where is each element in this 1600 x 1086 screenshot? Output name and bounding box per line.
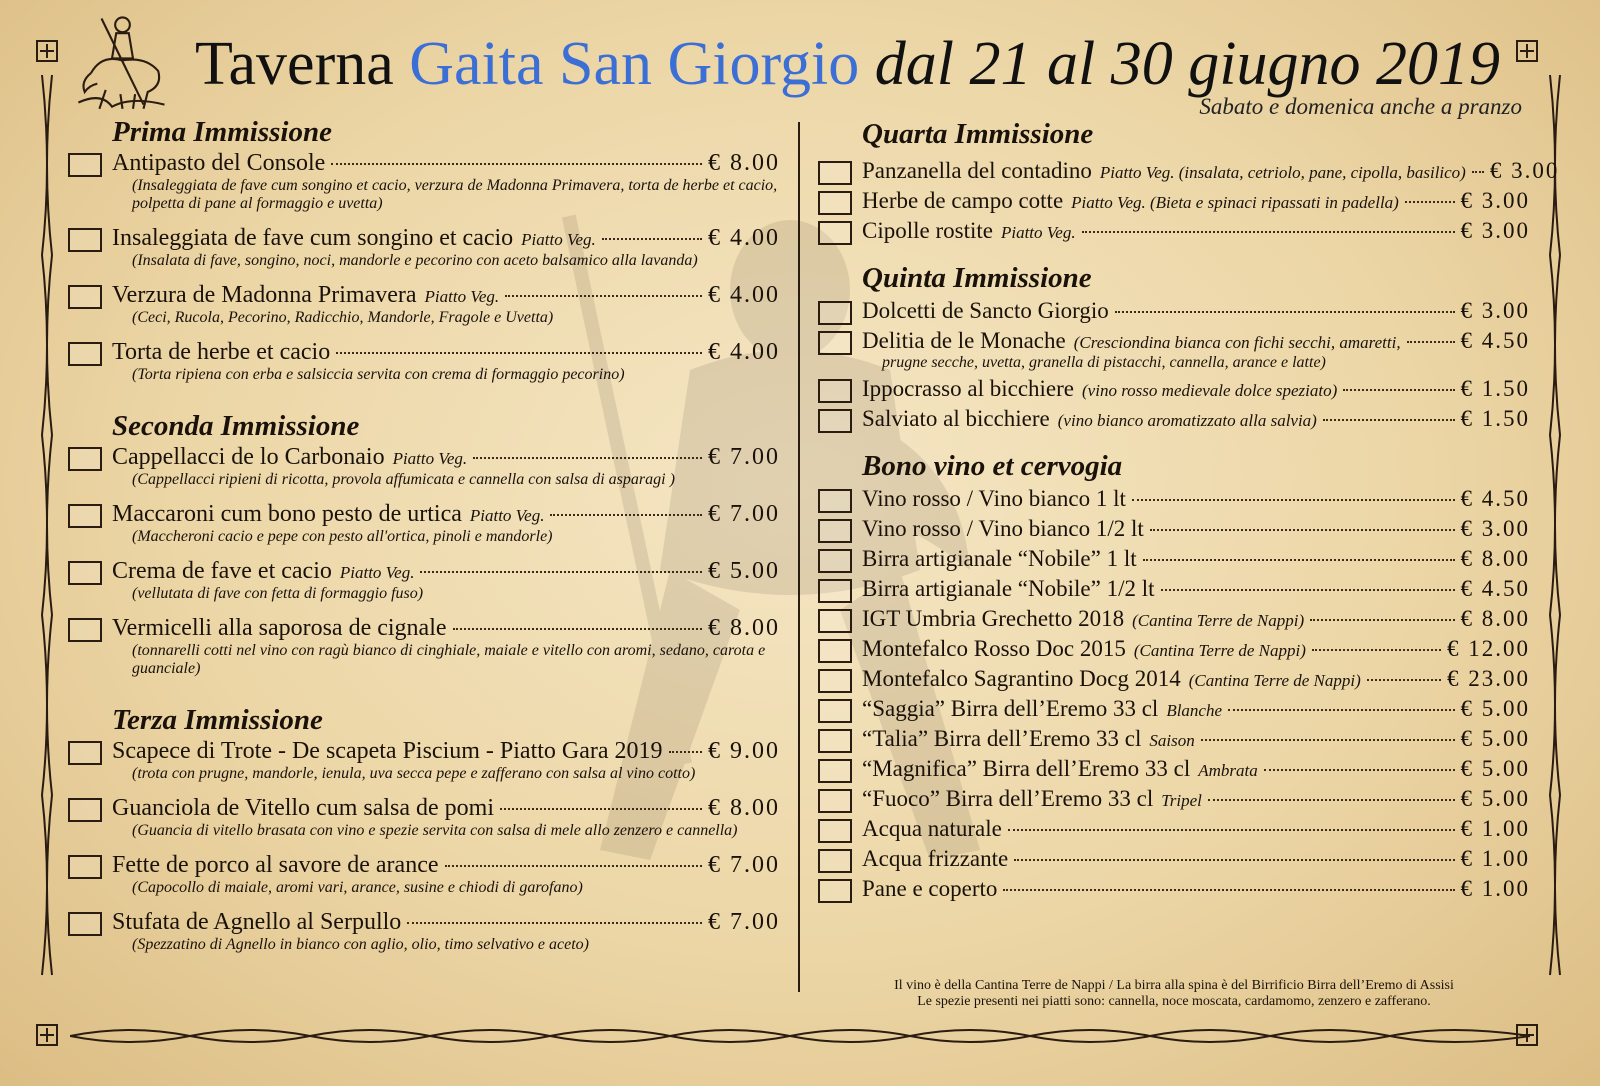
item-line <box>862 876 1530 902</box>
item-description: (Maccheroni cacio e pepe con pesto all'ortica, pinoli e mandorle) <box>132 528 553 545</box>
item-line <box>862 576 1530 602</box>
dot-leader <box>336 352 702 354</box>
item-price: € 8.00 <box>708 795 780 821</box>
right-ornament-border <box>1546 75 1564 1005</box>
item-name: Scapece di Trote - De scapeta Piscium - Piatto Gara 2019 <box>112 738 663 764</box>
order-checkbox[interactable] <box>68 912 102 936</box>
left-column <box>68 116 780 966</box>
item-note: (vino rosso medievale dolce speziato) <box>1082 381 1338 400</box>
corner-cross-icon <box>36 1024 58 1046</box>
dot-leader <box>1312 649 1441 651</box>
order-checkbox[interactable] <box>68 228 102 252</box>
item-name: “Talia” Birra dell’Eremo 33 cl <box>862 726 1142 751</box>
menu-list <box>68 738 780 954</box>
page-title <box>195 24 1500 104</box>
menu-item <box>818 298 1530 324</box>
menu-item <box>818 188 1530 214</box>
item-price: € 9.00 <box>708 738 780 764</box>
menu-item <box>818 328 1530 372</box>
item-price: € 7.00 <box>708 852 780 878</box>
item-price: € 3.00 <box>1460 188 1530 213</box>
item-line <box>112 615 780 642</box>
item-name: Montefalco Rosso Doc 2015 <box>862 636 1126 661</box>
item-note: (Cantina Terre de Nappi) <box>1188 671 1361 690</box>
dot-leader <box>331 163 702 165</box>
menu-list <box>818 298 1530 432</box>
menu-item <box>818 158 1560 184</box>
menu-item <box>68 795 780 840</box>
dot-leader <box>1008 829 1455 831</box>
order-checkbox[interactable] <box>68 447 102 471</box>
item-line <box>862 406 1530 432</box>
item-price: € 7.00 <box>708 444 780 470</box>
dot-leader <box>500 808 702 810</box>
order-checkbox[interactable] <box>818 669 852 693</box>
dot-leader <box>407 922 702 924</box>
menu-item <box>68 282 780 327</box>
item-name: Crema de fave et cacio <box>112 558 332 584</box>
item-price: € 5.00 <box>708 558 780 584</box>
dot-leader <box>453 628 702 630</box>
item-note: Piatto Veg. <box>392 449 468 468</box>
item-name: “Fuoco” Birra dell’Eremo 33 cl <box>862 786 1154 811</box>
item-price: € 4.00 <box>708 225 780 251</box>
order-checkbox[interactable] <box>818 849 852 873</box>
item-price: € 8.00 <box>708 615 780 641</box>
menu-item <box>818 726 1530 752</box>
order-checkbox[interactable] <box>818 519 852 543</box>
item-description: (Torta ripiena con erba e salsiccia servita con crema di formaggio pecorino) <box>132 366 625 383</box>
menu-item <box>818 516 1530 542</box>
item-price: € 4.00 <box>708 339 780 365</box>
title-dates: dal 21 al 30 giugno 2019 <box>859 30 1500 98</box>
corner-cross-icon <box>36 40 58 62</box>
menu-item <box>818 666 1530 692</box>
order-checkbox[interactable] <box>818 331 852 355</box>
item-name: Ippocrasso al bicchiere <box>862 376 1075 401</box>
right-column <box>818 116 1560 906</box>
item-line <box>112 225 780 252</box>
item-price: € 5.00 <box>1460 756 1530 781</box>
item-note: (Cresciondina bianca con fichi secchi, amaretti, <box>1073 333 1401 352</box>
menu-item <box>818 606 1530 632</box>
item-note: Piatto Veg. <box>1000 223 1076 242</box>
item-name: Torta de herbe et cacio <box>112 339 331 365</box>
item-price: € 4.50 <box>1460 576 1530 601</box>
item-line <box>862 636 1530 662</box>
item-note: Saison <box>1149 731 1195 750</box>
item-price: € 5.00 <box>1460 696 1530 721</box>
dot-leader <box>1143 559 1455 561</box>
item-name: Verzura de Madonna Primavera <box>112 282 417 308</box>
item-name: Birra artigianale “Nobile” 1 lt <box>862 546 1137 571</box>
order-checkbox[interactable] <box>818 409 852 433</box>
menu-item <box>818 636 1530 662</box>
dot-leader <box>445 865 703 867</box>
item-price: € 1.00 <box>1460 876 1530 901</box>
order-checkbox[interactable] <box>818 221 852 245</box>
item-name: Maccaroni cum bono pesto de urtica <box>112 501 462 527</box>
menu-item <box>818 406 1530 432</box>
item-line <box>862 158 1560 184</box>
item-line <box>862 696 1530 722</box>
section-title: Seconda Immissione <box>112 410 360 442</box>
item-name: Vino rosso / Vino bianco 1/2 lt <box>862 516 1144 541</box>
item-price: € 1.00 <box>1460 816 1530 841</box>
item-note: Piatto Veg. (Bieta e spinaci ripassati in padella) <box>1071 193 1399 212</box>
dot-leader <box>669 751 702 753</box>
item-name: IGT Umbria Grechetto 2018 <box>862 606 1125 631</box>
item-line <box>862 606 1530 632</box>
item-price: € 23.00 <box>1447 666 1530 691</box>
item-price: € 1.00 <box>1460 846 1530 871</box>
order-checkbox[interactable] <box>818 489 852 513</box>
order-checkbox[interactable] <box>818 549 852 573</box>
item-note: (Cantina Terre de Nappi) <box>1133 641 1306 660</box>
item-line <box>862 816 1530 842</box>
item-line <box>112 339 780 366</box>
dot-leader <box>1405 201 1455 203</box>
item-description: (vellutata di fave con fetta di formaggio fuso) <box>132 585 424 602</box>
section-title: Bono vino et cervogia <box>862 450 1123 482</box>
item-note: Piatto Veg. (insalata, cetriolo, pane, cipolla, basilico) <box>1099 163 1466 182</box>
order-checkbox[interactable] <box>68 561 102 585</box>
item-description: (Cappellacci ripieni di ricotta, provola affumicata e cannella con salsa di asparagi ) <box>132 471 675 488</box>
menu-item <box>818 846 1530 872</box>
item-name: Panzanella del contadino <box>862 158 1092 183</box>
menu-item <box>818 218 1530 244</box>
item-description: (tonnarelli cotti nel vino con ragù bianco di cinghiale, maiale e vitello con aromi, sedano, carota e guanciale) <box>132 642 766 677</box>
section-title: Prima Immissione <box>112 116 332 148</box>
item-name: Delitia de le Monache <box>862 328 1066 353</box>
item-price: € 8.00 <box>1460 606 1530 631</box>
menu-list <box>68 444 780 678</box>
item-line <box>112 795 780 822</box>
order-checkbox[interactable] <box>818 729 852 753</box>
dot-leader <box>1014 859 1454 861</box>
section-title: Quarta Immissione <box>862 118 1094 150</box>
item-name: Insaleggiata de fave cum songino et cacio <box>112 225 514 251</box>
item-line <box>112 282 780 309</box>
item-price: € 5.00 <box>1460 786 1530 811</box>
dot-leader <box>1201 739 1455 741</box>
item-line <box>862 786 1530 812</box>
item-price: € 3.00 <box>1460 298 1530 323</box>
item-name: Antipasto del Console <box>112 150 326 176</box>
order-checkbox[interactable] <box>818 579 852 603</box>
item-price: € 4.50 <box>1460 328 1530 353</box>
dot-leader <box>1150 529 1455 531</box>
item-line <box>112 909 780 936</box>
item-description: (trota con prugne, mandorle, ienula, uva secca pepe e zafferano con salsa al vino cotto) <box>132 765 696 782</box>
dot-leader <box>1132 499 1455 501</box>
item-line <box>862 846 1530 872</box>
menu-item <box>68 852 780 897</box>
column-divider <box>798 122 800 992</box>
menu-list <box>818 158 1560 244</box>
dot-leader <box>1343 389 1454 391</box>
item-name: Guanciola de Vitello cum salsa de pomi <box>112 795 495 821</box>
item-line <box>862 486 1530 512</box>
order-checkbox[interactable] <box>68 153 102 177</box>
item-note: Piatto Veg. <box>339 563 415 582</box>
item-note: (vino bianco aromatizzato alla salvia) <box>1057 411 1317 430</box>
item-price: € 3.00 <box>1460 516 1530 541</box>
dot-leader <box>420 571 702 573</box>
item-price: € 7.00 <box>708 909 780 935</box>
order-checkbox[interactable] <box>68 285 102 309</box>
order-checkbox[interactable] <box>68 618 102 642</box>
menu-item <box>818 486 1530 512</box>
dot-leader <box>1208 799 1455 801</box>
order-checkbox[interactable] <box>818 759 852 783</box>
footer-notes <box>818 978 1530 1010</box>
item-line <box>862 726 1530 752</box>
dot-leader <box>1115 311 1455 313</box>
menu-item <box>818 876 1530 902</box>
dot-leader <box>1310 619 1454 621</box>
order-checkbox[interactable] <box>818 789 852 813</box>
order-checkbox[interactable] <box>818 639 852 663</box>
item-price: € 5.00 <box>1460 726 1530 751</box>
menu-item <box>818 376 1530 402</box>
menu-item <box>68 225 780 270</box>
dot-leader <box>550 514 702 516</box>
order-checkbox[interactable] <box>818 379 852 403</box>
dot-leader <box>473 457 702 459</box>
item-note: Piatto Veg. <box>469 506 545 525</box>
item-line <box>112 852 780 879</box>
menu-item <box>68 150 780 213</box>
footer-line-spices: Le spezie presenti nei piatti sono: cannella, noce moscata, cardamomo, zenzero e zafferano. <box>917 994 1431 1009</box>
item-line <box>862 666 1530 692</box>
dot-leader <box>1407 341 1455 343</box>
item-name: “Saggia” Birra dell’Eremo 33 cl <box>862 696 1159 721</box>
menu-item <box>68 738 780 783</box>
item-description: (Capocollo di maiale, aromi vari, arance, susine e chiodi di garofano) <box>132 879 583 896</box>
knight-logo-icon <box>70 8 175 113</box>
subtitle: Sabato e domenica anche a pranzo <box>1199 94 1522 119</box>
menu-item <box>68 339 780 384</box>
item-name: Acqua frizzante <box>862 846 1009 871</box>
item-note: Ambrata <box>1198 761 1258 780</box>
item-price: € 1.50 <box>1460 376 1530 401</box>
item-price: € 12.00 <box>1447 636 1530 661</box>
order-checkbox[interactable] <box>818 609 852 633</box>
menu-item <box>68 909 780 954</box>
item-note: (Cantina Terre de Nappi) <box>1132 611 1305 630</box>
menu-item <box>818 546 1530 572</box>
item-note: Piatto Veg. <box>521 230 596 249</box>
left-ornament-border <box>38 75 56 1005</box>
menu-item <box>68 558 780 603</box>
item-note: Tripel <box>1161 791 1202 810</box>
item-description: (Spezzatino di Agnello in bianco con aglio, olio, timo selvativo e aceto) <box>132 936 589 953</box>
item-name: Fette de porco al savore de arance <box>112 852 439 878</box>
item-name: “Magnifica” Birra dell’Eremo 33 cl <box>862 756 1191 781</box>
menu-item <box>818 816 1530 842</box>
menu-item <box>818 786 1530 812</box>
item-line <box>112 150 780 177</box>
order-checkbox[interactable] <box>68 342 102 366</box>
order-checkbox[interactable] <box>818 879 852 903</box>
dot-leader <box>1264 769 1455 771</box>
dot-leader <box>1161 589 1455 591</box>
item-description: (Insalata di fave, songino, noci, mandorle e pecorino con aceto balsamico alla lavanda) <box>132 252 698 269</box>
item-line <box>862 376 1530 402</box>
dot-leader <box>1082 231 1455 233</box>
item-price: € 8.00 <box>1460 546 1530 571</box>
order-checkbox[interactable] <box>68 855 102 879</box>
item-line <box>112 558 780 585</box>
item-description: (Ceci, Rucola, Pecorino, Radicchio, Mandorle, Fragole e Uvetta) <box>132 309 554 326</box>
order-checkbox[interactable] <box>818 699 852 723</box>
section-title: Quinta Immissione <box>862 262 1092 294</box>
item-line <box>862 218 1530 244</box>
item-line <box>112 444 780 471</box>
item-name: Vino rosso / Vino bianco 1 lt <box>862 486 1126 511</box>
item-price: € 4.50 <box>1460 486 1530 511</box>
item-name: Birra artigianale “Nobile” 1/2 lt <box>862 576 1155 601</box>
menu-item <box>68 501 780 546</box>
item-price: € 7.00 <box>708 501 780 527</box>
order-checkbox[interactable] <box>68 798 102 822</box>
item-description: (Insaleggiata de fave cum songino et cacio, verzura de Madonna Primavera, torta de herbe et cacio, polpetta di pane al formaggio e uvetta) <box>132 177 778 212</box>
order-checkbox[interactable] <box>818 301 852 325</box>
order-checkbox[interactable] <box>818 819 852 843</box>
menu-list <box>818 486 1530 902</box>
item-price: € 1.50 <box>1460 406 1530 431</box>
menu-item <box>68 444 780 489</box>
item-line <box>862 188 1530 214</box>
item-name: Pane e coperto <box>862 876 998 901</box>
item-price: € 8.00 <box>708 150 780 176</box>
item-line <box>862 756 1530 782</box>
item-description: (Guancia di vitello brasata con vino e spezie servita con salsa di mele allo zenzero e cannella) <box>132 822 738 839</box>
item-name: Stufata de Agnello al Serpullo <box>112 909 402 935</box>
item-line <box>862 328 1530 354</box>
dot-leader <box>1323 419 1455 421</box>
dot-leader <box>602 238 702 240</box>
dot-leader <box>1003 889 1454 891</box>
item-name: Salviato al bicchiere <box>862 406 1050 431</box>
item-price: € 4.00 <box>708 282 780 308</box>
item-name: Cipolle rostite <box>862 218 993 243</box>
item-description: prugne secche, uvetta, granella di pistacchi, cannella, arance e latte) <box>882 354 1326 371</box>
footer-line-wine-beer: Il vino è della Cantina Terre de Nappi / La birra alla spina è del Birrificio Birra dell’Eremo di Assisi <box>894 978 1454 993</box>
menu-item <box>818 696 1530 722</box>
order-checkbox[interactable] <box>818 191 852 215</box>
section-title: Terza Immissione <box>112 704 323 736</box>
item-name: Acqua naturale <box>862 816 1002 841</box>
item-line <box>862 546 1530 572</box>
item-line <box>862 516 1530 542</box>
order-checkbox[interactable] <box>818 161 852 185</box>
corner-cross-icon <box>1516 40 1538 62</box>
item-name: Herbe de campo cotte <box>862 188 1064 213</box>
item-line <box>112 501 780 528</box>
item-name: Montefalco Sagrantino Docg 2014 <box>862 666 1181 691</box>
item-line <box>862 298 1530 324</box>
item-line <box>112 738 780 765</box>
menu-list <box>68 150 780 384</box>
title-taverna: Taverna <box>195 30 410 98</box>
item-note: Piatto Veg. <box>424 287 500 306</box>
order-checkbox[interactable] <box>68 741 102 765</box>
item-name: Vermicelli alla saporosa de cignale <box>112 615 447 641</box>
dot-leader <box>1228 709 1454 711</box>
item-price: € 3.00 <box>1489 158 1560 183</box>
bottom-ornament-border <box>70 1020 1530 1052</box>
dot-leader <box>1367 679 1441 681</box>
item-name: Cappellacci de lo Carbonaio <box>112 444 385 470</box>
menu-item <box>68 615 780 678</box>
menu-item <box>818 756 1530 782</box>
title-gaita: Gaita San Giorgio <box>409 30 860 98</box>
order-checkbox[interactable] <box>68 504 102 528</box>
item-name: Dolcetti de Sancto Giorgio <box>862 298 1109 323</box>
menu-item <box>818 576 1530 602</box>
item-note: Blanche <box>1166 701 1223 720</box>
dot-leader <box>505 295 702 297</box>
item-price: € 3.00 <box>1460 218 1530 243</box>
dot-leader <box>1472 171 1484 173</box>
